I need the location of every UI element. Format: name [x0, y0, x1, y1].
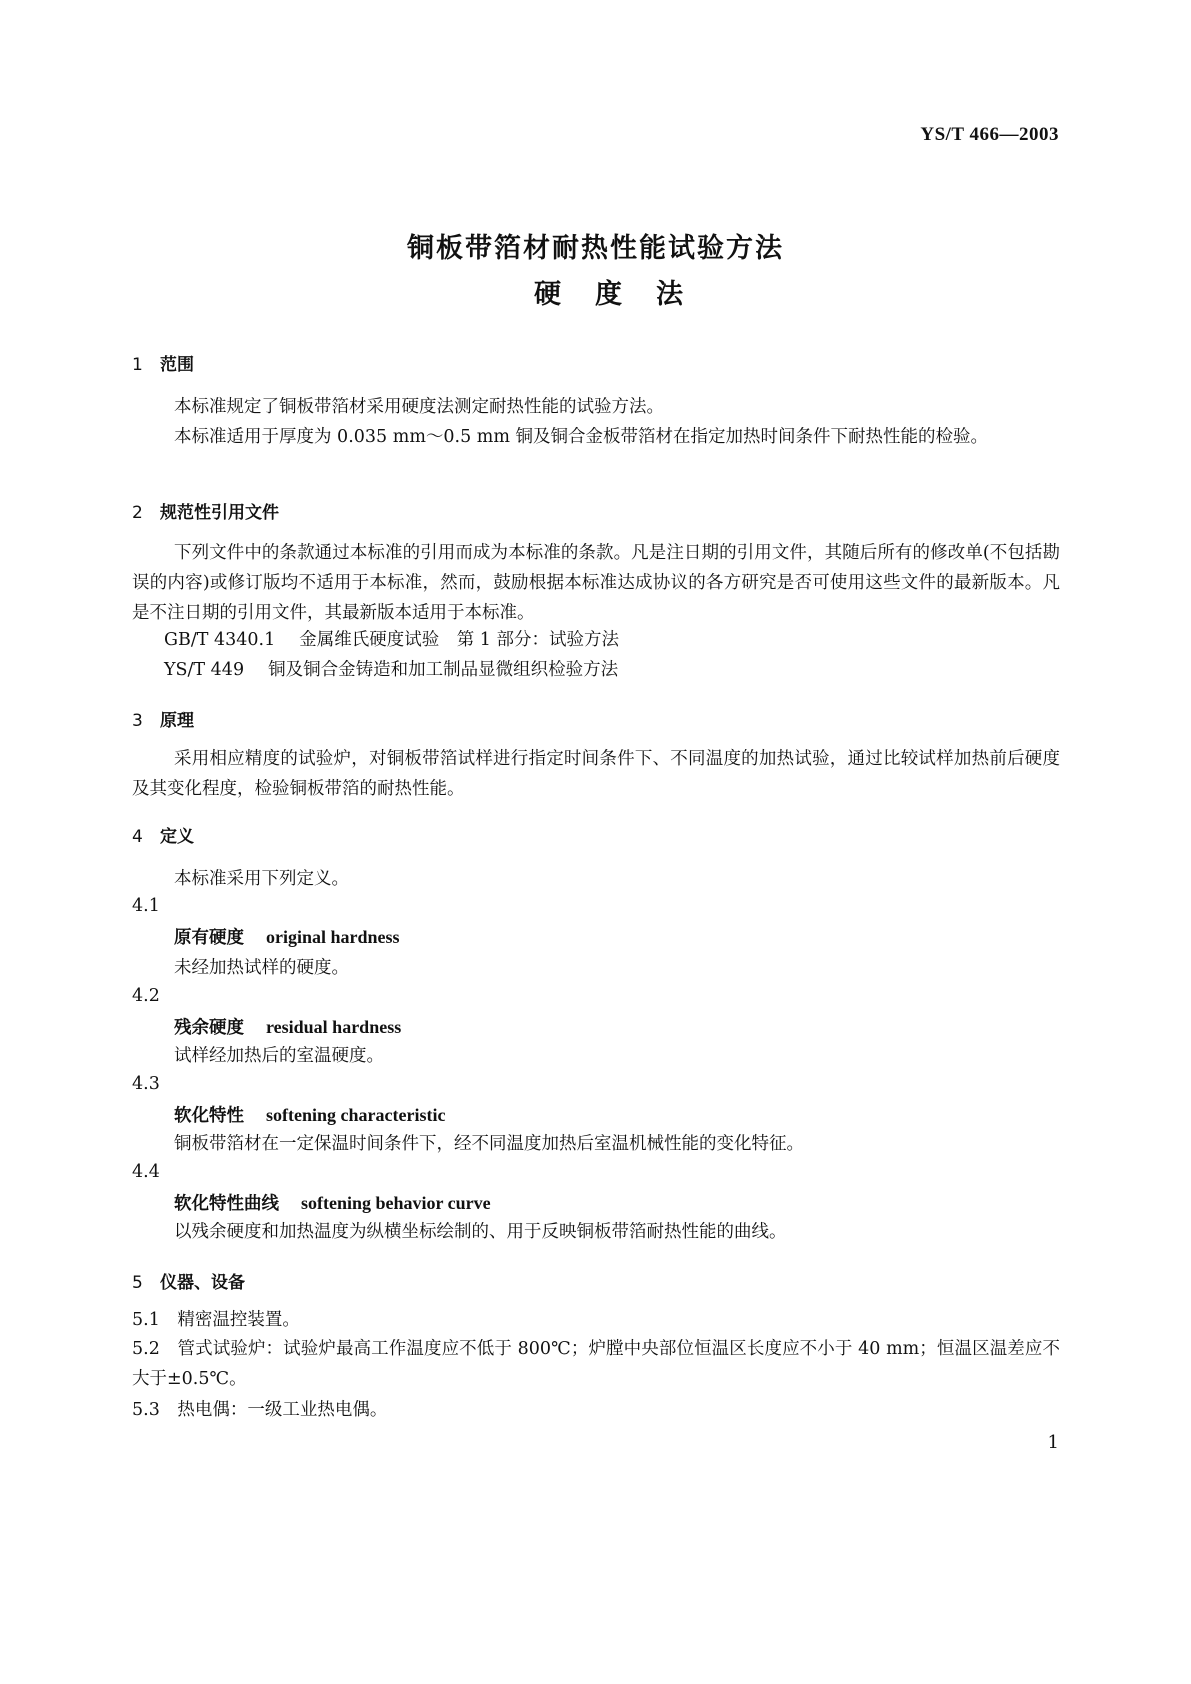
section-1-paragraph-1: 本标准规定了铜板带箔材采用硬度法测定耐热性能的试验方法。 — [174, 397, 664, 417]
section-title: 仪器、设备 — [160, 1273, 245, 1293]
standard-number: YS/T 466—2003 — [920, 124, 1059, 145]
section-3-paragraph-1: 采用相应精度的试验炉，对铜板带箔试样进行指定时间条件下、不同温度的加热试验，通过比较试样加热前后硬度及其变化程度，检验铜板带箔的耐热性能。 — [132, 749, 1060, 799]
section-number: 1 — [132, 355, 143, 375]
reference-title: 铜及铜合金铸造和加工制品显微组织检验方法 — [268, 660, 619, 680]
term-chinese: 原有硬度 — [174, 928, 244, 948]
section-1-heading — [132, 350, 194, 375]
section-4-paragraph-1: 本标准采用下列定义。 — [174, 869, 349, 889]
term-chinese: 残余硬度 — [174, 1018, 244, 1038]
term-chinese: 软化特性 — [174, 1106, 244, 1126]
term-english: softening behavior curve — [301, 1193, 491, 1213]
reference-code: YS/T 449 — [164, 660, 245, 680]
definition-4-4-term — [174, 1190, 491, 1215]
section-title: 范围 — [160, 355, 194, 375]
definition-4-2-number: 4.2 — [132, 986, 160, 1006]
reference-title: 金属维氏硬度试验 第 1 部分：试验方法 — [299, 630, 619, 650]
reference-2 — [164, 656, 618, 681]
document-title: 铜板带箔材耐热性能试验方法 — [407, 233, 784, 264]
item-5-1: 5.1 精密温控装置。 — [132, 1310, 300, 1330]
term-chinese: 软化特性曲线 — [174, 1194, 279, 1214]
section-number: 2 — [132, 503, 143, 523]
term-english: softening characteristic — [266, 1105, 446, 1125]
section-5-heading — [132, 1268, 245, 1293]
term-english: original hardness — [266, 927, 400, 947]
section-2-paragraph-1: 下列文件中的条款通过本标准的引用而成为本标准的条款。凡是注日期的引用文件，其随后所有的修改单(不包括勘误的内容)或修订版均不适用于本标准，然而，鼓励根据本标准达成协议的各方研究是否可使用这些文件的最新版本。凡是不注日期的引用文件，其最新版本适用于本标准。 — [132, 543, 1060, 623]
definition-4-1-term — [174, 924, 400, 949]
definition-4-1-text: 未经加热试样的硬度。 — [174, 958, 349, 978]
section-number: 5 — [132, 1273, 143, 1293]
reference-code: GB/T 4340.1 — [164, 630, 276, 650]
definition-4-3-term — [174, 1102, 445, 1127]
section-4-heading — [132, 822, 194, 847]
section-2-heading — [132, 498, 279, 523]
section-number: 3 — [132, 711, 143, 731]
section-title: 定义 — [160, 827, 194, 847]
item-5-2: 5.2 管式试验炉：试验炉最高工作温度应不低于 800℃；炉膛中央部位恒温区长度应不小于 40 mm；恒温区温差应不大于±0.5℃。 — [132, 1339, 1060, 1389]
definition-4-1-number: 4.1 — [132, 896, 160, 916]
definition-4-3-number: 4.3 — [132, 1074, 160, 1094]
section-1-paragraph-2: 本标准适用于厚度为 0.035 mm～0.5 mm 铜及铜合金板带箔材在指定加热时间条件下耐热性能的检验。 — [174, 427, 989, 447]
term-english: residual hardness — [266, 1017, 402, 1037]
definition-4-4-text: 以残余硬度和加热温度为纵横坐标绘制的、用于反映铜板带箔耐热性能的曲线。 — [174, 1222, 787, 1242]
definition-4-3-text: 铜板带箔材在一定保温时间条件下，经不同温度加热后室温机械性能的变化特征。 — [174, 1134, 804, 1154]
section-title: 原理 — [160, 711, 194, 731]
section-number: 4 — [132, 827, 143, 847]
definition-4-2-text: 试样经加热后的室温硬度。 — [174, 1046, 384, 1066]
page-number: 1 — [1047, 1432, 1059, 1453]
section-3-heading — [132, 706, 194, 731]
reference-1 — [164, 626, 619, 651]
item-5-3: 5.3 热电偶：一级工业热电偶。 — [132, 1400, 388, 1420]
definition-4-4-number: 4.4 — [132, 1162, 160, 1182]
section-title: 规范性引用文件 — [160, 503, 279, 523]
document-subtitle: 硬度法 — [534, 279, 717, 310]
definition-4-2-term — [174, 1014, 401, 1039]
